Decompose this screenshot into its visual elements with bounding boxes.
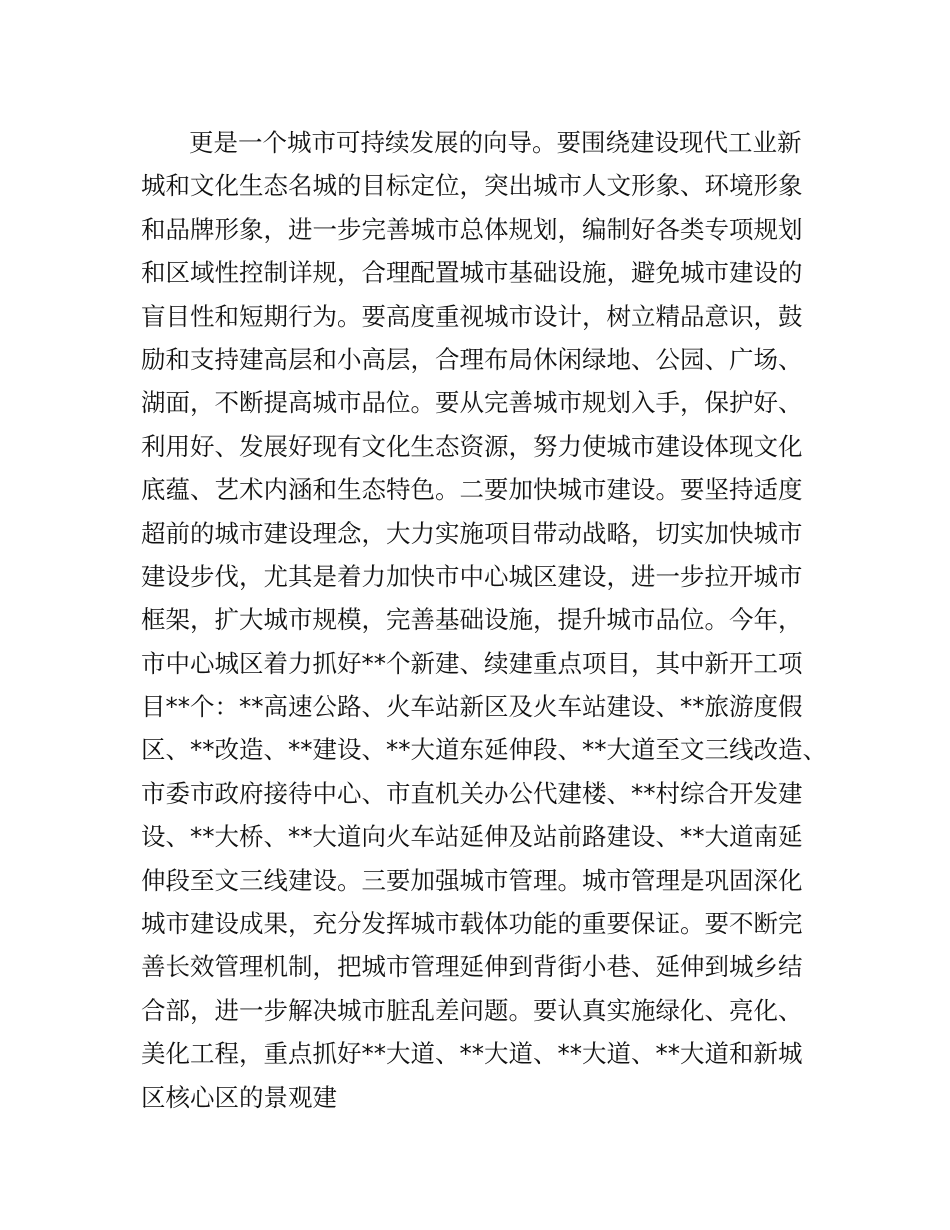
text-line-22: 美化工程，重点抓好**大道、**大道、**大道、**大道和新城 xyxy=(141,1039,803,1069)
text-line-11: 建设步伐，尤其是着力加快市中心城区建设，进一步拉开城市 xyxy=(141,561,803,591)
text-line-3: 和品牌形象，进一步完善城市总体规划，编制好各类专项规划 xyxy=(141,214,803,244)
text-line-13: 市中心城区着力抓好**个新建、续建重点项目，其中新开工项 xyxy=(141,648,803,678)
text-line-10: 超前的城市建设理念，大力实施项目带动战略，切实加快城市 xyxy=(141,518,803,548)
text-line-19: 城市建设成果，充分发挥城市载体功能的重要保证。要不断完 xyxy=(141,909,803,939)
text-line-14: 目**个：**高速公路、火车站新区及火车站建设、**旅游度假 xyxy=(141,692,803,722)
text-line-5: 盲目性和短期行为。要高度重视城市设计，树立精品意识，鼓 xyxy=(141,301,803,331)
text-line-2: 城和文化生态名城的目标定位，突出城市人文形象、环境形象 xyxy=(141,171,803,201)
text-line-17: 设、**大桥、**大道向火车站延伸及站前路建设、**大道南延 xyxy=(141,822,803,852)
text-line-7: 湖面，不断提高城市品位。要从完善城市规划入手，保护好、 xyxy=(141,388,803,418)
text-line-9: 底蕴、艺术内涵和生态特色。二要加快城市建设。要坚持适度 xyxy=(141,475,803,505)
text-line-4: 和区域性控制详规，合理配置城市基础设施，避免城市建设的 xyxy=(141,258,803,288)
text-line-8: 利用好、发展好现有文化生态资源，努力使城市建设体现文化 xyxy=(141,431,803,461)
text-line-15: 区、**改造、**建设、**大道东延伸段、**大道至文三线改造、 xyxy=(141,735,827,765)
body-paragraph xyxy=(141,121,841,1119)
text-line-6: 励和支持建高层和小高层，合理布局休闲绿地、公园、广场、 xyxy=(141,344,803,374)
text-line-23: 区核心区的景观建 xyxy=(141,1082,337,1112)
text-line-21: 合部，进一步解决城市脏乱差问题。要认真实施绿化、亮化、 xyxy=(141,995,803,1025)
text-line-16: 市委市政府接待中心、市直机关办公代建楼、**村综合开发建 xyxy=(141,778,803,808)
text-line-1: 更是一个城市可持续发展的向导。要围绕建设现代工业新 xyxy=(189,128,802,157)
text-line-12: 框架，扩大城市规模，完善基础设施，提升城市品位。今年， xyxy=(141,605,803,635)
text-line-18: 伸段至文三线建设。三要加强城市管理。城市管理是巩固深化 xyxy=(141,865,803,895)
text-line-20: 善长效管理机制，把城市管理延伸到背街小巷、延伸到城乡结 xyxy=(141,952,803,982)
